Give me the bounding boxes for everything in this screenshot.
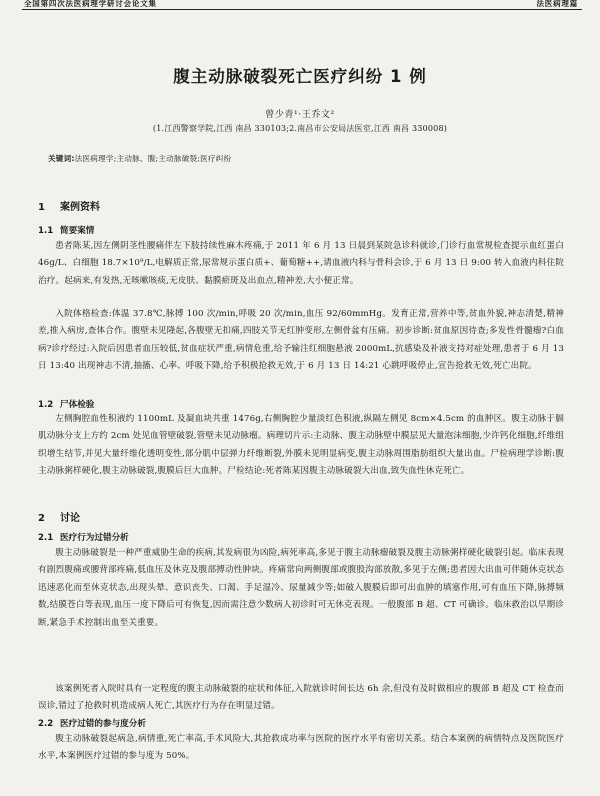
- subsection-title: 尸体检验: [60, 400, 95, 410]
- subsection-number: 1.2: [38, 400, 54, 410]
- paragraph-autopsy: 左侧胸腔血性积液约 1100mL 及凝血块共重 1476g,右侧胸腔少量淡红色积液,纵隔左侧见 8cm×4.5cm 的血肿区。腹主动脉于膈肌动脉分支上方约 2cm 处见血管壁破裂,管壁未见动脉瘤。病理切片示:主动脉、腹主动脉壁中膜层见大量泡沫细胞,少许钙化细胞,纤维组织增生结节,并见大量纤维化透明变性,部分肌中层弹力纤维断裂,外膜未见明显病变,腹主动脉周围脂肪组织大量出血。尸检病理学诊断:腹主动脉粥样硬化,腹主动脉破裂,腹膜后巨大血肿。尸检结论:死者陈某因腹主动脉破裂大出血,致失血性休克死亡。: [38, 414, 564, 477]
- subsection-title: 医疗过错的参与度分析: [60, 719, 146, 729]
- article-affiliations: (1.江西警察学院,江西 南昌 330103;2.南昌市公安局法医室,江西 南昌 330008): [152, 124, 448, 133]
- subsection-heading-brief: [38, 224, 94, 236]
- section-title: 案例资料: [60, 202, 100, 213]
- paragraph-discussion-fault: 该案例死者入院时具有一定程度的腹主动脉破裂的症状和体征,入院就诊时间长达 6h 余,但没有及时做相应的腹部 B 超及 CT 检查而误诊,错过了抢救时机造成病人死亡,其医疗行为存在明显过错。: [38, 684, 564, 712]
- keywords-label: 关键词:: [48, 154, 75, 163]
- subsection-heading-autopsy: [38, 398, 94, 410]
- paragraph-participation: 腹主动脉破裂起病急,病情重,死亡率高,手术风险大,其抢救成功率与医院的医疗水平有密切关系。结合本案例的病情特点及医院医疗水平,本案例医疗过错的参与度为 50%。: [38, 734, 564, 762]
- running-header: [22, 0, 582, 10]
- subsection-title: 简要案情: [60, 226, 95, 236]
- subsection-title: 医疗行为过错分析: [60, 533, 129, 543]
- section-heading-discussion: [38, 509, 80, 524]
- section-title: 讨论: [60, 513, 80, 524]
- running-header-left: 全国第四次法医病理学研讨会论文集: [24, 0, 157, 8]
- subsection-heading-participation: [38, 717, 146, 729]
- paragraph-case-brief: 患者陈某,因左侧阴茎性腰痛伴左下肢持续性麻木疼痛,于 2011 年 6 月 13 日晨到某院急诊科就诊,门诊行血常规检查提示血红蛋白 46g/L、白细胞 18.7×10⁹/L,电解质正常,尿常规示蛋白质+、葡萄糖++,请血液内科与骨科会诊,于 6 月 13 日 9:00 转入血液内科住院治疗。起病来,有发热,无咳嗽咳痰,无皮肤、黏膜瘀斑及出血点,精神差,大小便正常。: [38, 241, 564, 286]
- keywords-line: [48, 153, 568, 164]
- keywords-text: 法医病理学;主动脉、腹;主动脉破裂;医疗纠纷: [74, 154, 232, 163]
- subsection-number: 2.1: [38, 533, 54, 543]
- running-header-right: 法医病理篇: [536, 0, 578, 8]
- section-heading-case: [38, 198, 100, 213]
- section-number: 1: [38, 202, 45, 213]
- subsection-number: 1.1: [38, 226, 54, 236]
- subsection-number: 2.2: [38, 719, 54, 729]
- paragraph-discussion-clinical: 腹主动脉破裂是一种严重威胁生命的疾病,其发病很为凶险,病死率高,多见于腹主动脉瘤破裂及腹主动脉粥样硬化破裂引起。临床表现有剧烈腹痛或腰背部疼痛,低血压及休克及腹部搏动性肿块。疼痛常向两侧腹部或腹股沟部放散,多见于左侧;患者因大出血可伴随休克状态迅速恶化而至休克状态,出现头晕、意识丧失、口渴、手足湿冷、尿量减少等;如破入腹膜后即可出血肿的填塞作用,可有血压下降,脉搏频数,结膜苍白等表现,血压一度下降后可有恢复,因而需注意少数病人初诊时可无休克表现。一般腹部 B 超、CT 可确诊。临床救治以早期诊断,紧急手术控制出血至关重要。: [38, 548, 565, 628]
- article-authors: 曾少青¹·王乔文²: [265, 110, 335, 120]
- paragraph-admission-exam: 入院体格检查:体温 37.8℃,脉搏 100 次/min,呼吸 20 次/min,血压 92/60mmHg。发育正常,营养中等,贫血外貌,神志清楚,精神差,推入病房,查体合作。腹壁未见隆起,各腹壁无扣痛,四肢关节无红肿变形,左侧骨盆有压痛。初步诊断:贫血原因待查;多发性骨髓瘤?白血病?诊疗经过:入院后因患者血压较低,贫血症状严重,病情危重,给予输注红细胞悬液 2000mL,抗感染及补液支持对症处理,患者于 6 月 13 日 13:40 出现神志不清,抽搐、心率、呼吸下降,给予积极抢救无效,于 6 月 13 日 14:21 心跳呼吸停止,宣告抢救无效,死亡出院。: [38, 309, 564, 372]
- section-number: 2: [38, 513, 45, 524]
- article-title: 腹主动脉破裂死亡医疗纠纷 1 例: [173, 67, 427, 86]
- subsection-heading-fault: [38, 531, 129, 543]
